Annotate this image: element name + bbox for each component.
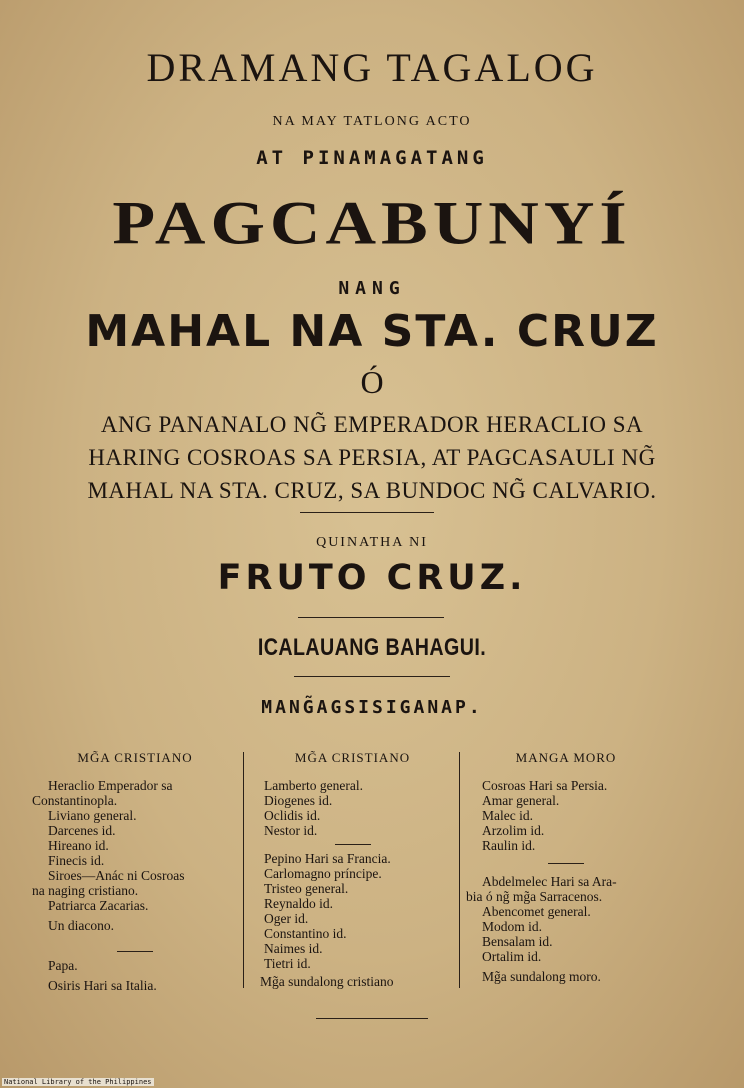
author-name: FRUTO CRUZ.	[217, 558, 527, 598]
cast-line: Finecis id.	[48, 853, 105, 868]
or-label: Ó	[360, 364, 384, 400]
cast-line: Nestor id.	[264, 823, 318, 838]
cast-line: na naging cristiano.	[32, 883, 139, 898]
cast-column-moors	[466, 750, 666, 984]
subtitle-line: MAHAL NA STA. CRUZ, SA BUNDOC NG̃ CALVARIO.	[87, 478, 657, 503]
cast-line: bia ó ng̃ mg̃a Sarracenos.	[466, 889, 603, 904]
part-label: ICALAUANG BAHAGUI.	[257, 634, 487, 661]
cast-line: Abencomet general.	[482, 904, 591, 919]
cast-line: Pepino Hari sa Francia.	[264, 851, 391, 866]
cast-line: Diogenes id.	[264, 793, 333, 808]
cast-line: Raulin id.	[482, 838, 536, 853]
cast-line: Modom id.	[482, 919, 543, 934]
column-heading: MANGA MORO	[515, 750, 617, 765]
subtitle-line: ANG PANANALO NG̃ EMPERADOR HERACLIO SA	[100, 412, 644, 437]
divider	[294, 676, 450, 677]
cast-line: Oclidis id.	[264, 808, 321, 823]
cast-line: Naimes id.	[264, 941, 323, 956]
cast-line: Arzolim id.	[482, 823, 545, 838]
divider	[300, 512, 434, 513]
cast-line: Patriarca Zacarias.	[48, 898, 149, 913]
cast-line: Heraclio Emperador sa	[48, 778, 173, 793]
divider	[335, 844, 371, 845]
column-heading: MG̃A CRISTIANO	[77, 750, 193, 765]
subtitle-line: HARING COSROAS SA PERSIA, AT PAGCASAULI NG̃	[88, 445, 656, 470]
cast-line: Tristeo general.	[264, 881, 349, 896]
column-divider	[243, 752, 244, 988]
cast-line: Mg̃a sundalong moro.	[482, 969, 601, 984]
cast-line: Un diacono.	[48, 918, 114, 933]
cast-line: Osiris Hari sa Italia.	[48, 978, 157, 993]
cast-line: Papa.	[48, 958, 78, 973]
cast-line: Oger id.	[264, 911, 309, 926]
cast-line: Cosroas Hari sa Persia.	[482, 778, 608, 793]
drama-label: DRAMANG TAGALOG	[146, 45, 598, 90]
column-divider	[459, 752, 460, 988]
cast-line: Hireano id.	[48, 838, 109, 853]
divider	[298, 617, 444, 618]
cast-line: Amar general.	[482, 793, 560, 808]
cast-line: Malec id.	[482, 808, 533, 823]
written-by-label: QUINATHA NI	[316, 535, 428, 550]
cast-column-christians-2	[250, 750, 455, 989]
cast-line: Siroes—Anác ni Cosroas	[48, 868, 185, 883]
main-title: PAGCABUNYÍ	[112, 189, 632, 258]
cast-line: Mg̃a sundalong cristiano	[260, 974, 394, 989]
cast-line: Constantino id.	[264, 926, 347, 941]
second-title: MAHAL NA STA. CRUZ	[85, 306, 659, 357]
nang-label: NANG	[338, 278, 406, 299]
cast-line: Lamberto general.	[264, 778, 363, 793]
column-heading: MG̃A CRISTIANO	[294, 750, 411, 765]
divider	[548, 863, 584, 864]
cast-line: Reynaldo id.	[264, 896, 333, 911]
cast-line: Liviano general.	[48, 808, 137, 823]
titled-label: AT PINAMAGATANG	[256, 147, 488, 169]
cast-line: Darcenes id.	[48, 823, 116, 838]
library-credit: National Library of the Philippines	[4, 1078, 152, 1086]
cast-line: Tietri id.	[264, 956, 311, 971]
cast-line: Carlomagno príncipe.	[264, 866, 382, 881]
cast-column-christians-1	[32, 750, 238, 993]
divider	[316, 1018, 428, 1019]
cast-line: Bensalam id.	[482, 934, 553, 949]
cast-line: Ortalim id.	[482, 949, 542, 964]
acts-label: NA MAY TATLONG ACTO	[272, 114, 472, 129]
cast-line: Constantinopla.	[32, 793, 118, 808]
divider	[117, 951, 153, 952]
cast-heading: MANG̃AGSISIGANAP.	[261, 697, 483, 718]
cast-line: Abdelmelec Hari sa Ara-	[482, 874, 617, 889]
subtitle	[0, 408, 744, 507]
